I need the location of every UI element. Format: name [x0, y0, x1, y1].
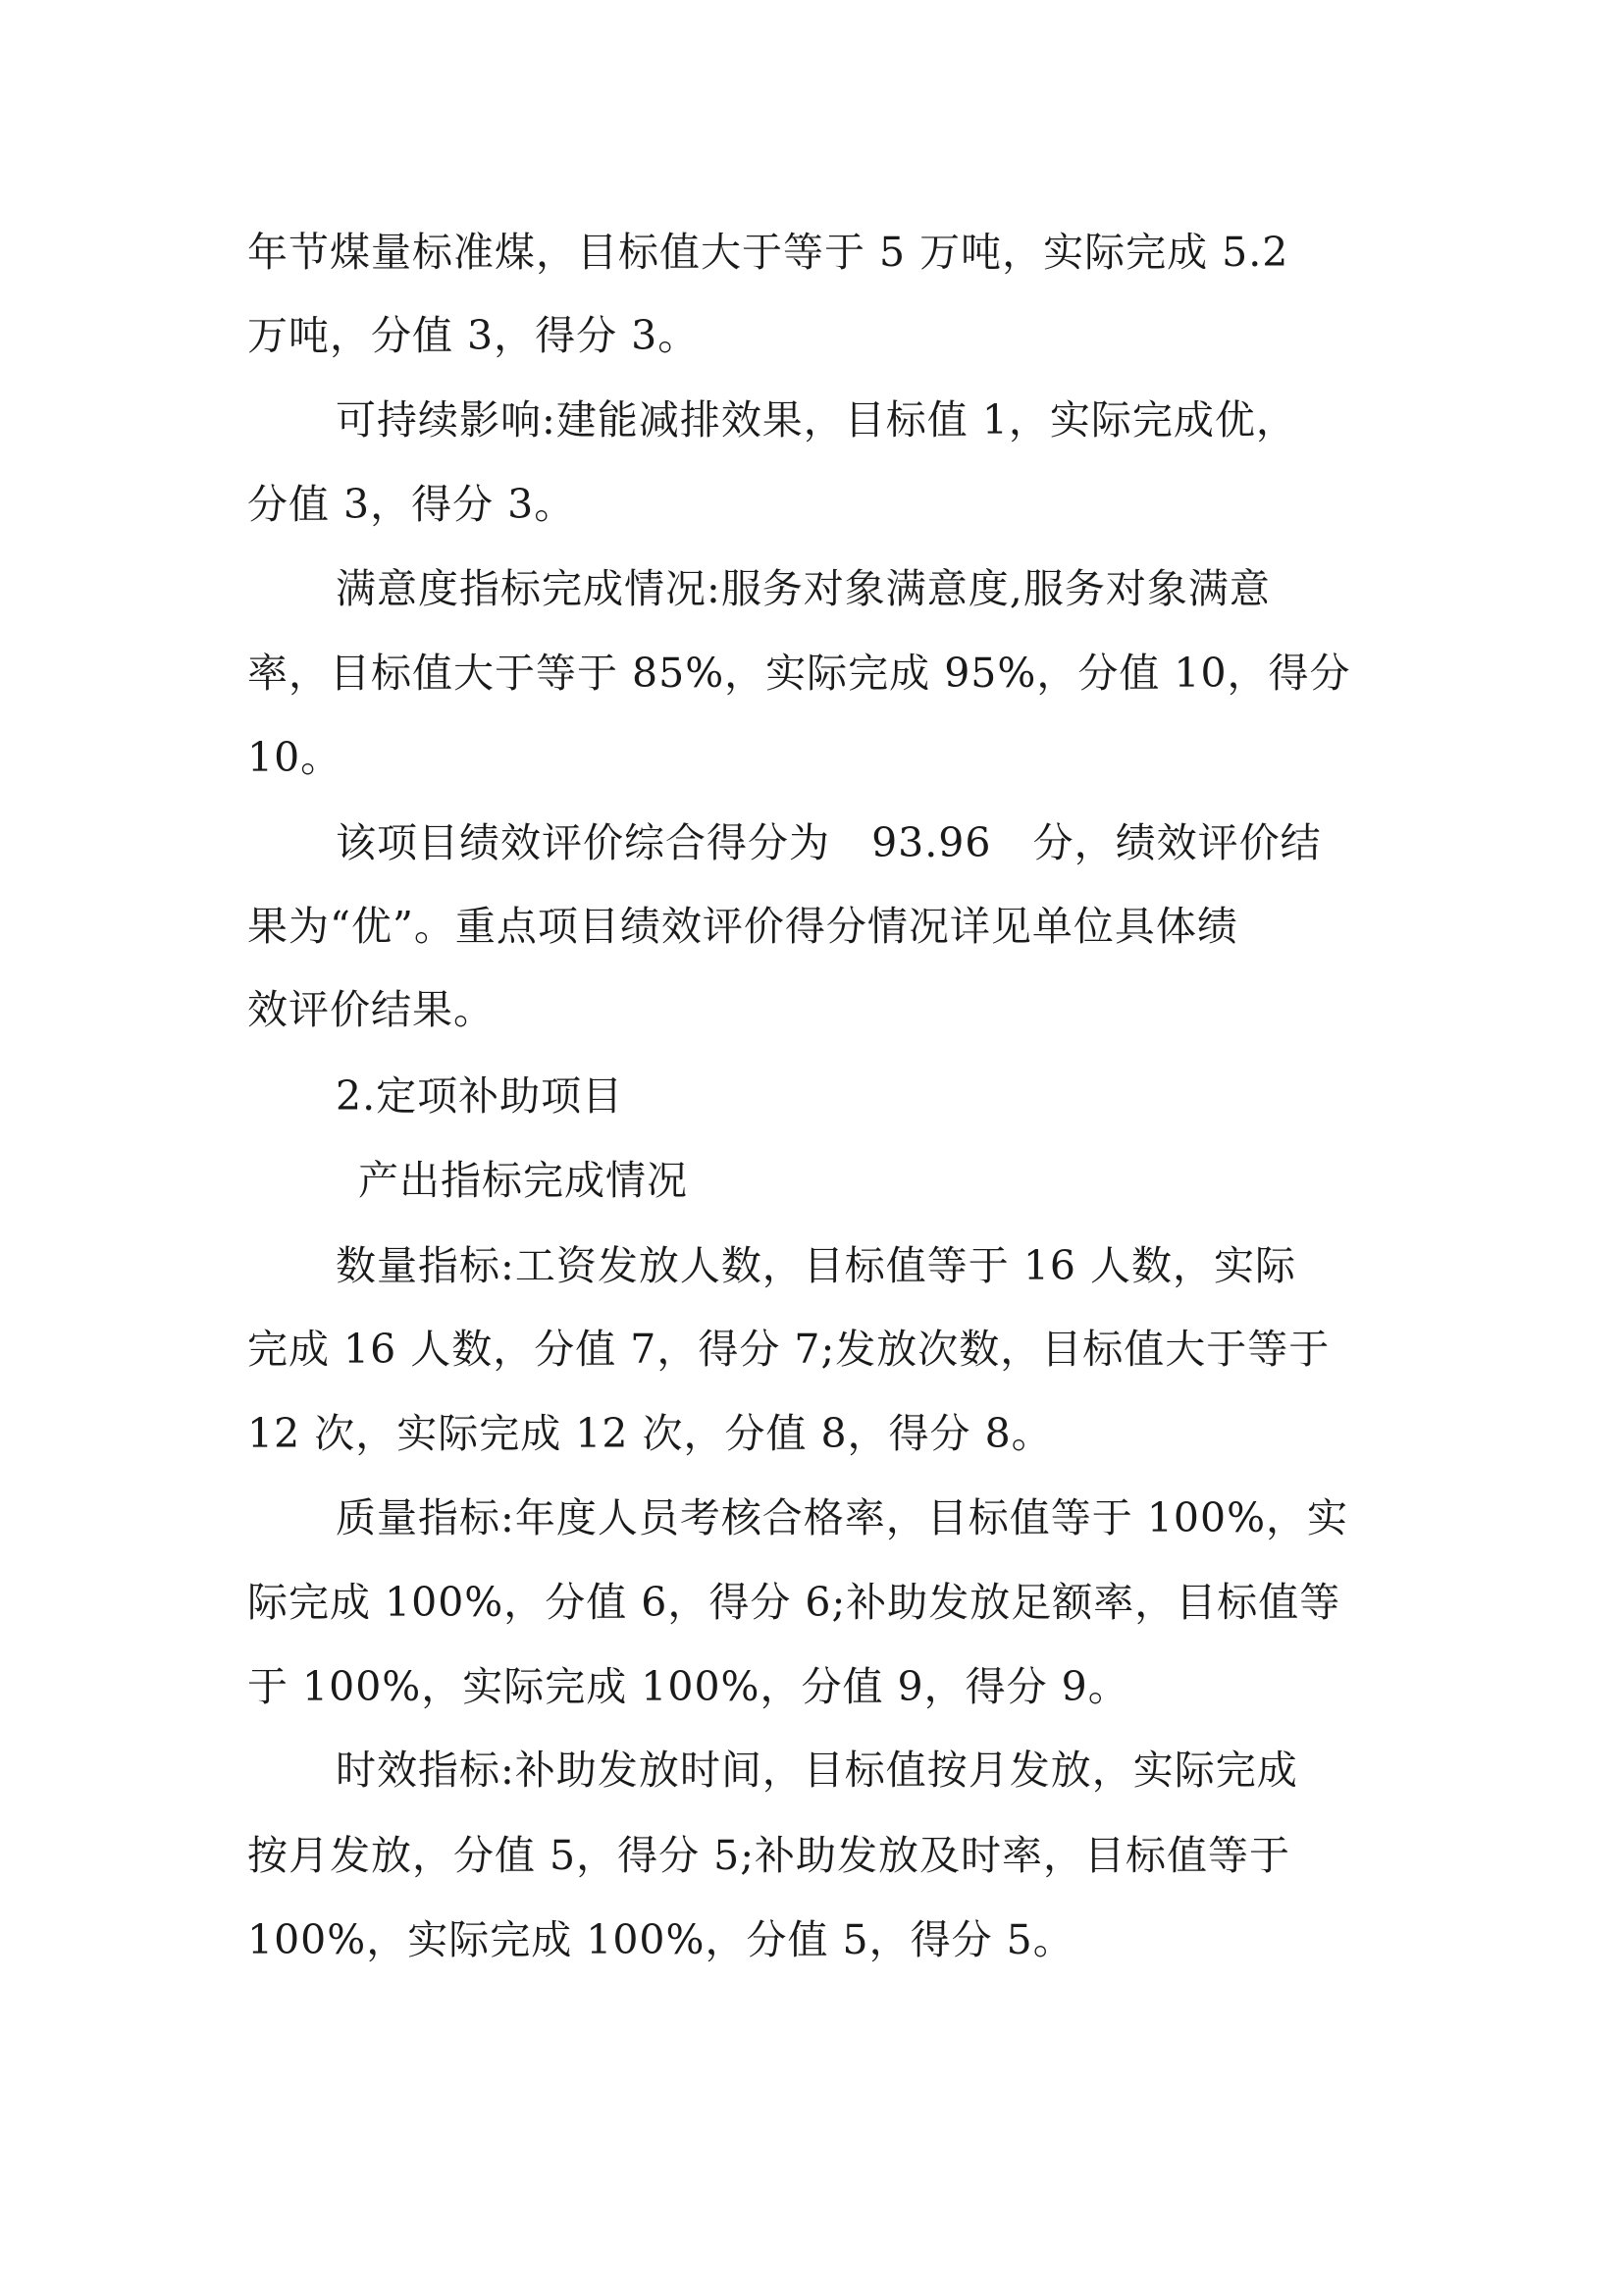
text-line: 可持续影响:建能减排效果，目标值 1，实际完成优，: [336, 396, 1297, 444]
text-line: 万吨，分值 3，得分 3。: [247, 312, 700, 359]
text-line: 年节煤量标准煤，目标值大于等于 5 万吨，实际完成 5.2: [247, 229, 1289, 276]
text-line: 100%，实际完成 100%，分值 5，得分 5。: [247, 1916, 1074, 1963]
text-line: 12 次，实际完成 12 次，分值 8，得分 8。: [247, 1410, 1053, 1457]
text-line: 时效指标:补助发放时间，目标值按月发放，实际完成: [336, 1747, 1298, 1794]
text-line: 10。: [247, 734, 342, 781]
text-line: 效评价结果。: [247, 986, 495, 1033]
text-line: 率，目标值大于等于 85%，实际完成 95%，分值 10，得分: [247, 650, 1351, 697]
subsection-heading: 产出指标完成情况: [358, 1157, 688, 1204]
text-line: 质量指标:年度人员考核合格率，目标值等于 100%，实: [336, 1494, 1349, 1541]
text-line: 按月发放，分值 5，得分 5;补助发放及时率，目标值等于: [247, 1832, 1291, 1879]
text-line: 于 100%，实际完成 100%，分值 9，得分 9。: [247, 1663, 1129, 1710]
text-line: 该项目绩效评价综合得分为 93.96 分，绩效评价结: [336, 819, 1322, 866]
text-line: 际完成 100%，分值 6，得分 6;补助发放足额率，目标值等: [247, 1579, 1341, 1626]
text-line: 分值 3，得分 3。: [247, 481, 576, 528]
text-line: 果为“优”。重点项目绩效评价得分情况详见单位具体绩: [247, 903, 1238, 950]
text-line: 满意度指标完成情况:服务对象满意度,服务对象满意: [336, 565, 1271, 612]
text-line: 完成 16 人数，分值 7，得分 7;发放次数，目标值大于等于: [247, 1326, 1331, 1373]
text-line: 数量指标:工资发放人数，目标值等于 16 人数，实际: [336, 1242, 1297, 1289]
section-heading: 2.定项补助项目: [336, 1072, 624, 1120]
